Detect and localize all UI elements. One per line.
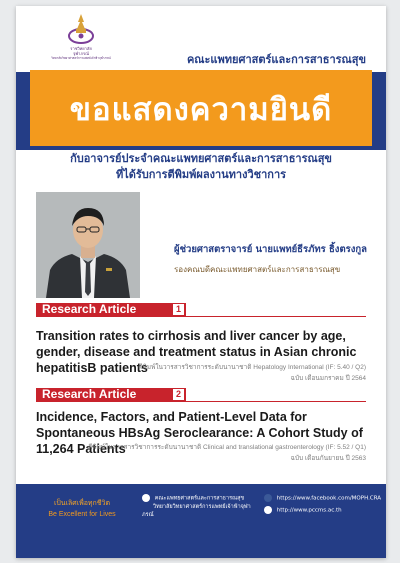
subtitle-line-2: ที่ได้รับการตีพิมพ์ผลงานทางวิชาการ: [115, 168, 287, 181]
website-link[interactable]: http://www.pccms.ac.th: [276, 507, 342, 514]
institution-logo: [46, 12, 116, 68]
location-pin-icon: [142, 494, 150, 502]
person-role: รองคณบดีคณะแพทยศาสตร์และการสาธารณสุข: [174, 265, 341, 274]
logo-text-3: วิทยาลัยวิทยาศาสตร์การแพทย์เจ้าฟ้าจุฬาภรณ์: [51, 56, 111, 60]
subtitle-line-1: กับอาจารย์ประจำคณะแพทยศาสตร์และการสาธารณสุข: [70, 152, 332, 165]
subtitle: [16, 151, 386, 183]
announcement-poster: [16, 6, 386, 558]
article-2-issue: ฉบับ เดือนกันยายน ปี 2563: [290, 455, 366, 462]
footer-facebook[interactable]: [264, 494, 381, 503]
footer: [16, 484, 386, 558]
address-line-2: วิทยาลัยวิทยาศาสตร์การแพทย์เจ้าฟ้าจุฬาภรณ์: [142, 503, 251, 518]
article-1-title: Transition rates to cirrhosis and liver cancer by age, gender, disease and treatment status in Asian chronic hepatitisB patients: [36, 329, 357, 375]
footer-website[interactable]: [264, 506, 342, 515]
facebook-icon: [264, 494, 272, 502]
logo-text-1: ราชวิทยาลัย: [70, 46, 92, 51]
article-2-journal: ตีพิมพ์ในวารสารวิชาการระดับนานาชาติ Clinical and translational gastroenterology (IF: 5.52 / Q1): [88, 444, 366, 451]
banner-title: ขอแสดงความยินดี: [69, 92, 333, 128]
article-1-meta: [138, 362, 366, 384]
person-name: ผู้ช่วยศาสตราจารย์ นายแพทย์ธีรภัทร ธิ้งตรงกูล: [174, 244, 367, 255]
footer-address: [142, 494, 254, 519]
banner-box: [30, 70, 372, 146]
logo-text-2: จุฬาภรณ์: [73, 51, 89, 56]
portrait-illustration: [36, 192, 140, 298]
article-1-number: 1: [173, 304, 184, 315]
article-2-header: [36, 388, 186, 402]
article-1-journal: ตีพิมพ์ในวารสารวิชาการระดับนานาชาติ Hepatology International (IF: 5.40 / Q2): [138, 364, 366, 371]
article-2-meta: [88, 442, 366, 464]
facebook-link[interactable]: https://www.facebook.com/MOPH.CRA: [276, 495, 382, 502]
address-line-1: คณะแพทยศาสตร์และการสาธารณสุข: [154, 495, 245, 502]
crown-emblem-icon: [64, 12, 98, 46]
article-1-issue: ฉบับ เดือนมกราคม ปี 2564: [290, 375, 366, 382]
slogan-thai: เป็นเลิศเพื่อทุกชีวิต: [53, 499, 111, 507]
globe-icon: [264, 506, 272, 514]
person-photo: [36, 192, 140, 298]
congrats-banner: [16, 70, 386, 152]
footer-slogan: [28, 498, 136, 520]
faculty-name: คณะแพทยศาสตร์และการสาธารณสุข: [186, 53, 366, 66]
article-2-number: 2: [173, 389, 184, 400]
article-1-header: [36, 303, 186, 317]
article-1-label: Research Article: [42, 302, 137, 316]
slogan-english: Be Excellent for Lives: [48, 511, 116, 518]
article-2-title: Incidence, Factors, and Patient-Level Data for Spontaneous HBsAg Seroclearance: A Cohort Study of 11,264 Patients: [36, 410, 363, 456]
article-2-label: Research Article: [42, 387, 137, 401]
